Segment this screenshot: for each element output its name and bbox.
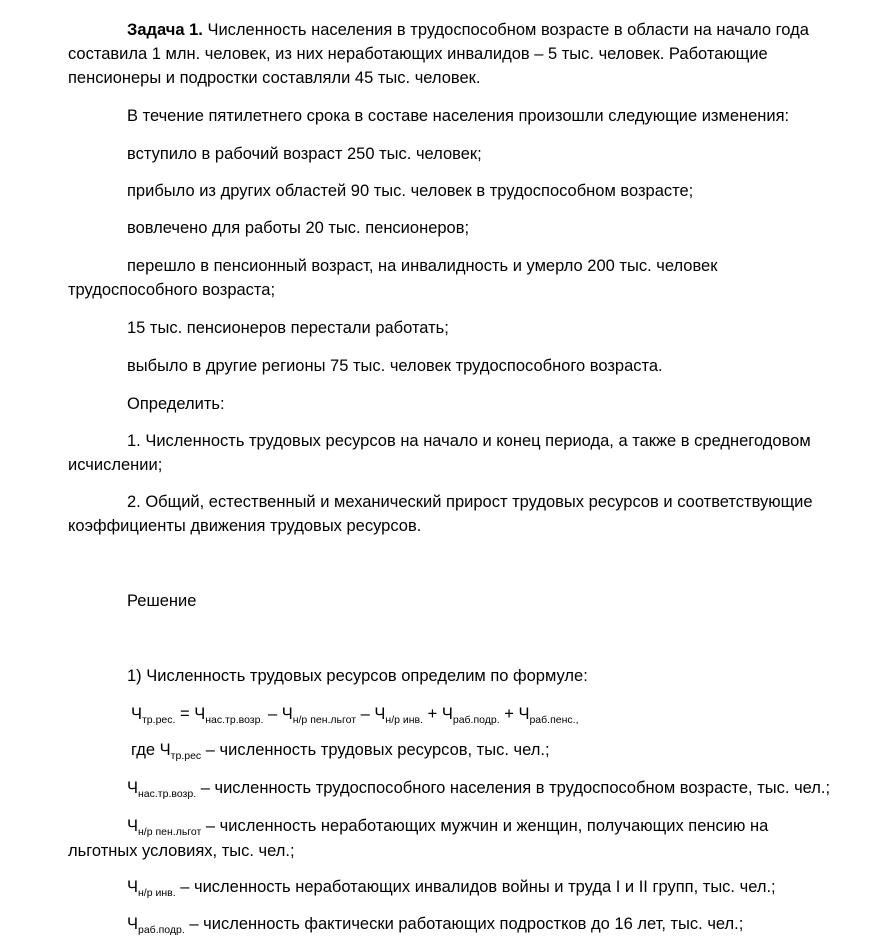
- solution-heading: Решение: [127, 592, 197, 610]
- definition-1: где $Ч_{тр.рес}$ – численность трудовых ресурсов, тыс. чел.;: [131, 741, 550, 762]
- task-line-2: составила 1 млн. человек, из них неработающих инвалидов – 5 тыс. человек. Работающие: [68, 45, 768, 63]
- task-line-3: пенсионеры и подростки составляли 45 тыс. человек.: [68, 69, 481, 87]
- solution-step-1: 1) Численность трудовых ресурсов определим по формуле:: [127, 667, 588, 685]
- task-line-1: [127, 18, 809, 42]
- formula: $Ч_{тр.рес.} = Ч_{нас.тр.возр.} - Ч_{н/р пен.льгот} - Ч_{н/р инв.} + Ч_{раб.подр.} + Ч_{раб.пенс.,}$: [131, 705, 579, 726]
- definition-4: $Ч_{н/р инв.}$ – численность неработающих инвалидов войны и труда I и II групп, тыс. чел.;: [127, 878, 776, 899]
- change-item-continued: трудоспособного возраста;: [68, 281, 276, 299]
- question-1-continued: исчислении;: [68, 456, 163, 474]
- task-text: Численность населения в трудоспособном возрасте в области на начало года: [202, 21, 809, 39]
- definition-5: $Ч_{раб.подр.}$ – численность фактически работающих подростков до 16 лет, тыс. чел.;: [127, 915, 744, 936]
- change-item: вступило в рабочий возраст 250 тыс. человек;: [127, 145, 482, 163]
- question-2: 2. Общий, естественный и механический прирост трудовых ресурсов и соответствующие: [127, 493, 813, 511]
- question-1: 1. Численность трудовых ресурсов на начало и конец периода, а также в среднегодовом: [127, 432, 811, 450]
- change-item: перешло в пенсионный возраст, на инвалидность и умерло 200 тыс. человек: [127, 257, 718, 275]
- changes-intro: В течение пятилетнего срока в составе населения произошли следующие изменения:: [127, 107, 790, 125]
- definition-3-continued: льготных условиях, тыс. чел.;: [68, 842, 295, 860]
- change-item: выбыло в другие регионы 75 тыс. человек трудоспособного возраста.: [127, 357, 663, 375]
- task-label: Задача 1.: [127, 21, 203, 39]
- determine-heading: Определить:: [127, 395, 225, 413]
- definition-2: $Ч_{нас.тр.возр.}$ – численность трудоспособного населения в трудоспособном возрасте, тыс. чел.;: [127, 779, 831, 800]
- change-item: прибыло из других областей 90 тыс. человек в трудоспособном возрасте;: [127, 182, 694, 200]
- question-2-continued: коэффициенты движения трудовых ресурсов.: [68, 517, 422, 535]
- change-item: 15 тыс. пенсионеров перестали работать;: [127, 319, 449, 337]
- definition-3: $Ч_{н/р пен.льгот}$ – численность неработающих мужчин и женщин, получающих пенсию на: [127, 817, 769, 838]
- change-item: вовлечено для работы 20 тыс. пенсионеров;: [127, 219, 470, 237]
